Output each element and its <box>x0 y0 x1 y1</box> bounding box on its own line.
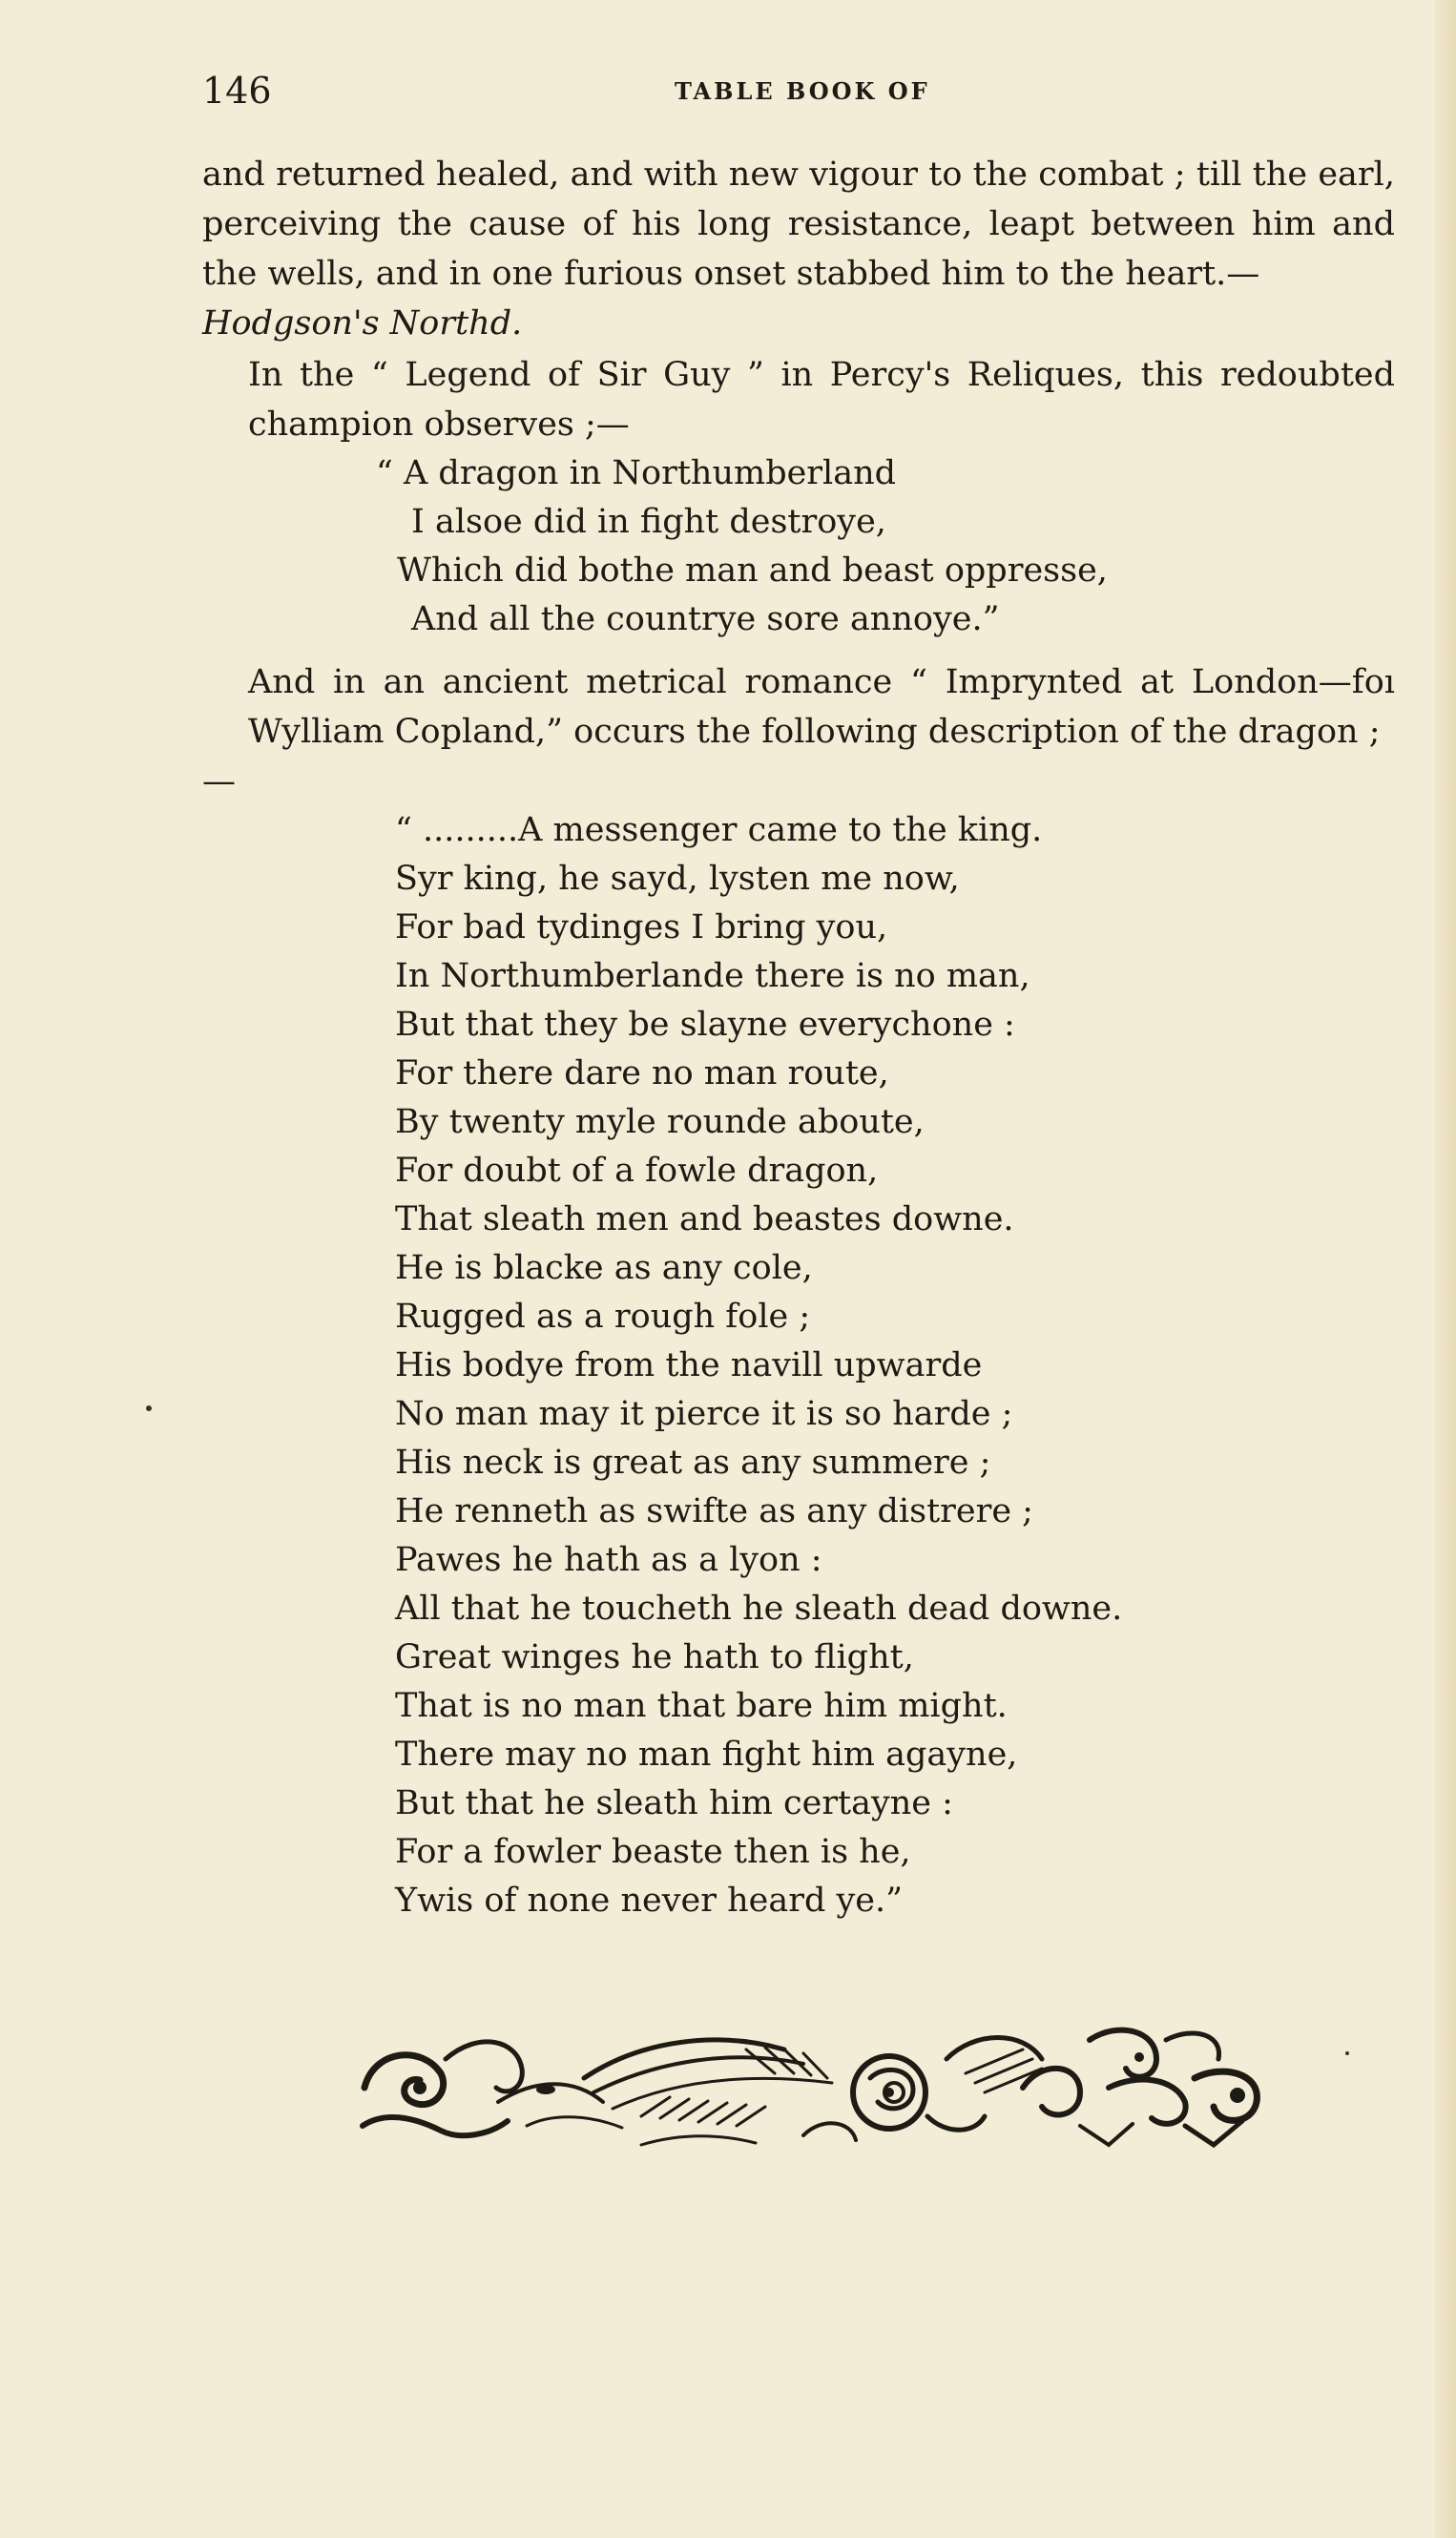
paragraph-2-line: champion observes ;— <box>248 406 630 444</box>
paragraph-3 <box>202 657 1395 806</box>
verse-line: But that they be slayne everychone : <box>395 1006 1015 1044</box>
verse-line: For there dare no man route, <box>395 1054 889 1092</box>
verse-line: For bad tydinges I bring you, <box>395 908 888 947</box>
running-title: TABLE BOOK OF <box>675 77 930 105</box>
stray-ink-mark <box>1345 2051 1349 2055</box>
verse-line: There may no man fight him agayne, <box>395 1736 1018 1774</box>
stray-ink-mark <box>146 1405 152 1411</box>
verse-line: He renneth as swifte as any distrere ; <box>395 1492 1033 1530</box>
paragraph-1 <box>202 150 1395 299</box>
verse-line: Ywis of none never heard ye.” <box>395 1882 903 1920</box>
verse-dragon-northumberland <box>376 449 1395 644</box>
paragraph-3-line: And in an ancient metrical romance “ Imprynted at London—foı <box>248 663 1395 701</box>
paragraph-3-line: Wylliam Copland,” occurs the following description of the dragon ;— <box>202 713 1381 801</box>
verse-line: But that he sleath him certayne : <box>395 1784 953 1822</box>
verse-line: No man may it pierce it is so harde ; <box>395 1395 1013 1433</box>
page-header <box>202 69 1395 113</box>
verse-line: Syr king, he sayd, lysten me now, <box>395 860 960 898</box>
verse-line: “ .........A messenger came to the king. <box>395 811 1043 849</box>
paragraph-1-line: and returned healed, and with new vigour to the combat ; till the <box>202 156 1308 194</box>
body-text <box>202 150 1395 1925</box>
verse-line: In Northumberlande there is no man, <box>395 957 1030 995</box>
verse-line: “ A dragon in Northumberland <box>376 454 897 492</box>
verse-line: Pawes he hath as a lyon : <box>395 1541 822 1579</box>
paragraph-1-line: earl, perceiving the cause of his long resistance, leapt between him and <box>202 156 1395 243</box>
verse-line: For a fowler beaste then is he, <box>395 1833 911 1871</box>
verse-line: He is blacke as any cole, <box>395 1249 813 1287</box>
verse-line: And all the countrye sore annoye.” <box>411 600 1000 638</box>
verse-line: That sleath men and beastes downe. <box>395 1200 1014 1238</box>
verse-line: Great winges he hath to flight, <box>395 1638 914 1676</box>
verse-line: For doubt of a fowle dragon, <box>395 1152 879 1190</box>
verse-line: I alsoe did in fight destroye, <box>411 503 886 541</box>
verse-line: Which did bothe man and beast oppresse, <box>397 551 1108 590</box>
verse-line: By twenty myle rounde aboute, <box>395 1103 925 1141</box>
page-number: 146 <box>202 70 272 112</box>
paragraph-2-line: In the “ Legend of Sir Guy ” in Percy's Reliques, this redoubted <box>248 356 1395 394</box>
verse-line: All that he toucheth he sleath dead downe. <box>395 1590 1123 1628</box>
paragraph-1-line: the wells, and in one furious onset stabbed him to the heart.— <box>202 255 1260 293</box>
paragraph-2 <box>202 350 1395 449</box>
verse-line: His neck is great as any summere ; <box>395 1444 991 1482</box>
page-edge <box>1435 0 1456 2538</box>
verse-line: That is no man that bare him might. <box>395 1687 1008 1725</box>
verse-line: Rugged as a rough fole ; <box>395 1298 811 1336</box>
decorative-vignette-icon <box>355 2021 1273 2149</box>
verse-line: His bodye from the navill upwarde <box>395 1346 983 1384</box>
citation: Hodgson's Northd. <box>202 304 523 343</box>
verse-metrical-romance <box>395 806 1395 1925</box>
